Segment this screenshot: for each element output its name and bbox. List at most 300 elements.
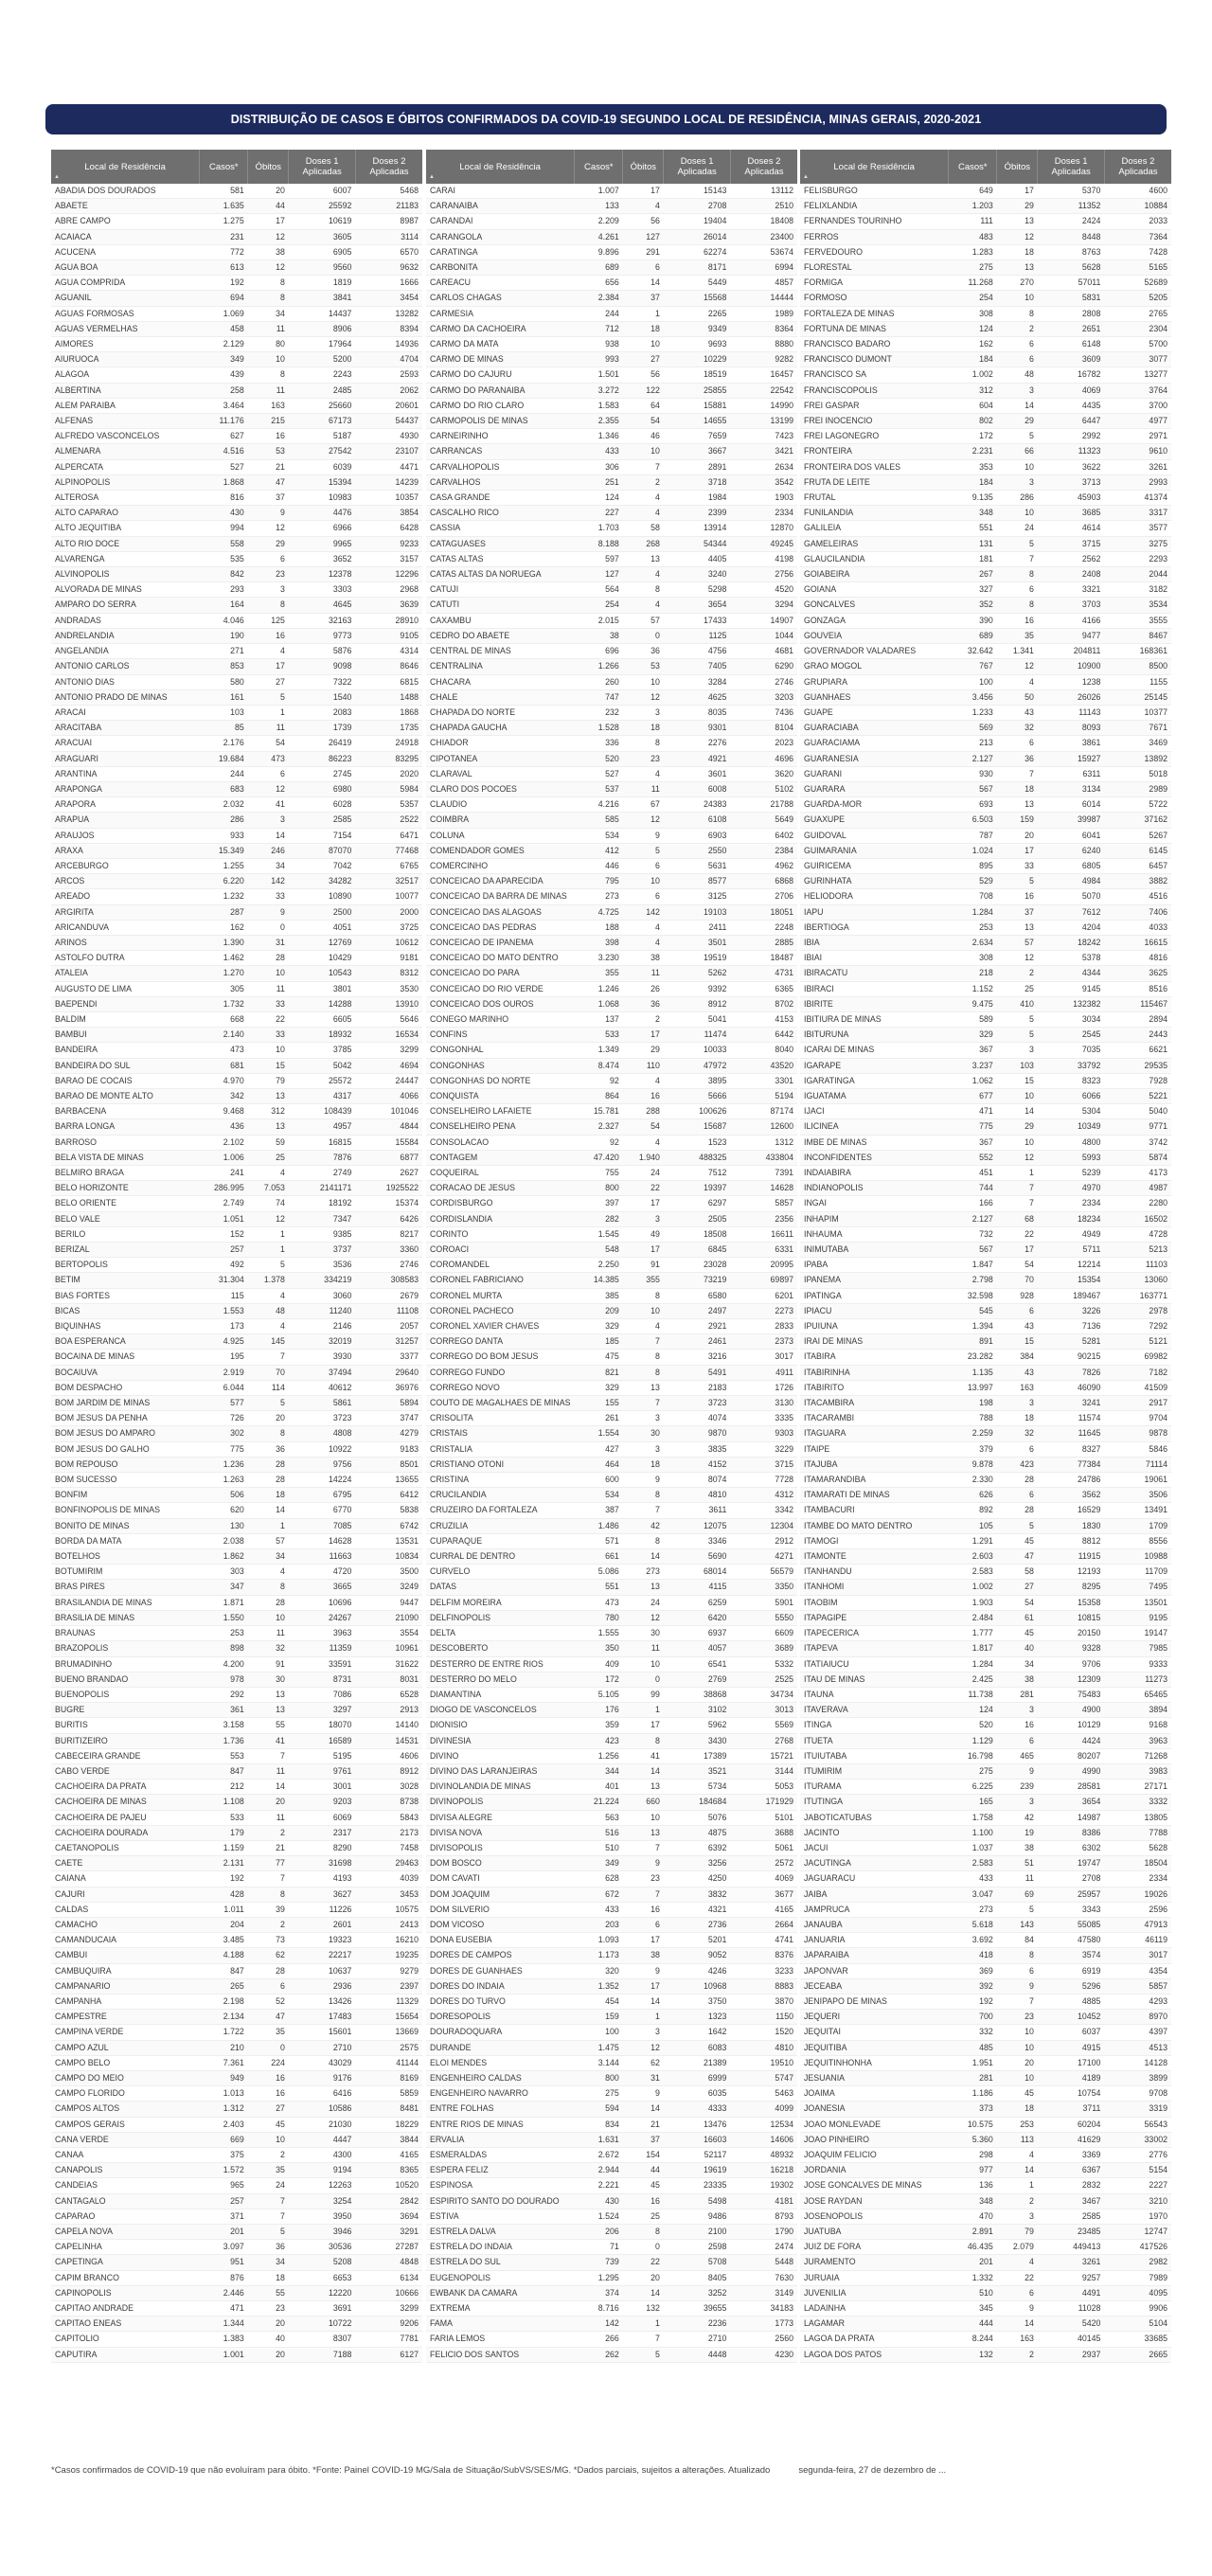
cell-doses1: 2265: [664, 306, 731, 321]
cell-doses2: 9233: [355, 536, 422, 551]
cell-doses1: 3713: [1038, 474, 1105, 490]
cell-local: BOM DESPACHO: [51, 1380, 200, 1395]
cell-doses2: 2413: [355, 1917, 422, 1932]
cell-doses1: 4317: [289, 1088, 356, 1103]
cell-doses2: 4704: [355, 352, 422, 367]
cell-doses1: 10722: [289, 2317, 356, 2332]
table-row: [800, 2055, 1171, 2070]
cell-casos: 696: [575, 644, 623, 659]
cell-doses1: 7347: [289, 1211, 356, 1226]
cell-doses2: 2173: [355, 1825, 422, 1840]
cell-obitos: 6: [248, 551, 289, 566]
cell-obitos: 11: [248, 1626, 289, 1641]
cell-obitos: 14: [623, 2285, 664, 2300]
cell-casos: 451: [949, 1166, 997, 1181]
cell-local: IJACI: [800, 1104, 949, 1119]
cell-obitos: 5: [248, 1258, 289, 1273]
cell-casos: 32.642: [949, 644, 997, 659]
cell-casos: 1.486: [575, 1518, 623, 1533]
cell-doses2: 2756: [730, 567, 797, 582]
table-row: [426, 214, 797, 229]
cell-obitos: 12: [248, 521, 289, 536]
cell-local: DIVINO: [426, 1748, 575, 1763]
cell-obitos: 13: [997, 260, 1038, 276]
cell-doses1: 3832: [664, 1887, 731, 1902]
cell-casos: 594: [575, 2102, 623, 2117]
cell-obitos: 3: [997, 1396, 1038, 1411]
table-row: [800, 1595, 1171, 1610]
cell-obitos: 53: [623, 659, 664, 674]
cell-doses1: 3963: [289, 1626, 356, 1641]
table-row: [51, 1595, 422, 1610]
cell-doses1: 10754: [1038, 2086, 1105, 2102]
header-doses1[interactable]: [664, 150, 731, 184]
cell-doses1: 132382: [1038, 996, 1105, 1011]
cell-casos: 938: [575, 337, 623, 352]
table-row: [51, 1211, 422, 1226]
cell-doses1: 19323: [289, 1933, 356, 1948]
cell-obitos: 127: [623, 229, 664, 244]
cell-obitos: 2: [248, 1917, 289, 1932]
cell-doses1: 5042: [289, 1058, 356, 1073]
cell-casos: 2.198: [200, 1994, 248, 2009]
cell-doses2: 4230: [730, 2347, 797, 2362]
cell-doses2: 2894: [1104, 1011, 1171, 1027]
table-row: [51, 1350, 422, 1365]
table-column-3: [800, 150, 1171, 2363]
cell-doses2: 3275: [1104, 536, 1171, 551]
sort-arrow-icon[interactable]: ▲: [803, 174, 809, 180]
cell-casos: 847: [200, 1763, 248, 1779]
cell-local: FRONTEIRA DOS VALES: [800, 459, 949, 474]
table-row: [426, 1503, 797, 1518]
cell-local: ARICANDUVA: [51, 920, 200, 935]
cell-casos: 253: [949, 920, 997, 935]
cell-local: CANTAGALO: [51, 2193, 200, 2209]
cell-doses2: 5040: [1104, 1104, 1171, 1119]
cell-obitos: 2: [997, 2347, 1038, 2362]
cell-obitos: 20: [248, 1795, 289, 1810]
cell-doses2: 5213: [1104, 1243, 1171, 1258]
cell-doses1: 1523: [664, 1135, 731, 1150]
cell-casos: 898: [200, 1641, 248, 1656]
cell-casos: 184: [949, 474, 997, 490]
cell-obitos: 1: [248, 1518, 289, 1533]
header-doses2[interactable]: [355, 150, 422, 184]
cell-obitos: 20: [248, 2347, 289, 2362]
cell-doses1: 3718: [664, 474, 731, 490]
cell-doses2: 1709: [1104, 1518, 1171, 1533]
cell-doses1: 15881: [664, 398, 731, 413]
table-row: [426, 1795, 797, 1810]
cell-doses1: 3654: [1038, 1795, 1105, 1810]
cell-local: ENTRE FOLHAS: [426, 2102, 575, 2117]
header-obitos-label: Óbitos: [1004, 161, 1031, 172]
cell-casos: 842: [200, 567, 248, 582]
table-row: [51, 291, 422, 306]
cell-casos: 253: [200, 1626, 248, 1641]
cell-doses2: 1312: [730, 1135, 797, 1150]
cell-doses2: 1773: [730, 2317, 797, 2332]
table-row: [426, 444, 797, 459]
cell-doses1: 10637: [289, 1963, 356, 1978]
cell-obitos: 33: [248, 996, 289, 1011]
cell-doses2: 3332: [1104, 1795, 1171, 1810]
cell-doses1: 5298: [664, 582, 731, 598]
cell-doses2: 4987: [1104, 1181, 1171, 1196]
cell-casos: 2.127: [949, 1211, 997, 1226]
cell-doses2: 71114: [1104, 1457, 1171, 1472]
cell-obitos: 4: [623, 491, 664, 506]
table-row: [426, 1119, 797, 1135]
cell-doses1: 2545: [1038, 1028, 1105, 1043]
table-row: [51, 2086, 422, 2102]
cell-casos: 115: [200, 1288, 248, 1303]
sort-arrow-icon[interactable]: ▲: [429, 174, 435, 180]
cell-doses1: 5076: [664, 1810, 731, 1825]
cell-casos: 1.062: [949, 1073, 997, 1088]
cell-local: BOM REPOUSO: [51, 1457, 200, 1472]
table-row: [51, 260, 422, 276]
cell-local: COMENDADOR GOMES: [426, 843, 575, 858]
cell-casos: 348: [949, 506, 997, 521]
cell-casos: 597: [575, 551, 623, 566]
cell-casos: 552: [949, 1150, 997, 1165]
cell-doses1: 38868: [664, 1687, 731, 1702]
cell-obitos: 42: [623, 1518, 664, 1533]
cell-obitos: 4: [623, 1319, 664, 1334]
cell-casos: 533: [200, 1810, 248, 1825]
cell-local: ITAJUBA: [800, 1457, 949, 1472]
cell-local: BOTELHOS: [51, 1549, 200, 1565]
header-doses2[interactable]: [1104, 150, 1171, 184]
cell-doses1: 6259: [664, 1595, 731, 1610]
cell-doses1: 6541: [664, 1656, 731, 1672]
cell-obitos: 143: [997, 1917, 1038, 1932]
cell-doses2: 9206: [355, 2317, 422, 2332]
table-row: [426, 2270, 797, 2285]
cell-casos: 385: [575, 1288, 623, 1303]
cell-doses1: 2562: [1038, 551, 1105, 566]
table-row: [800, 367, 1171, 383]
cell-doses1: 3256: [664, 1856, 731, 1871]
cell-doses1: 5296: [1038, 1978, 1105, 1994]
table-row: [51, 1119, 422, 1135]
covid-table: [800, 150, 1171, 2363]
header-doses2[interactable]: [730, 150, 797, 184]
cell-doses1: 4900: [1038, 1703, 1105, 1718]
header-casos[interactable]: [200, 150, 248, 184]
table-row: [800, 2040, 1171, 2055]
cell-doses1: 6041: [1038, 828, 1105, 843]
cell-casos: 739: [575, 2255, 623, 2270]
cell-doses2: 69982: [1104, 1350, 1171, 1365]
cell-local: ENGENHEIRO CALDAS: [426, 2070, 575, 2085]
table-row: [800, 2086, 1171, 2102]
cell-obitos: 5: [248, 1396, 289, 1411]
cell-doses1: 14655: [664, 414, 731, 429]
cell-doses2: 2665: [1104, 2347, 1171, 2362]
cell-local: ITANHANDU: [800, 1565, 949, 1580]
cell-doses1: 68014: [664, 1565, 731, 1580]
cell-doses1: 3841: [289, 291, 356, 306]
cell-doses2: 19235: [355, 1948, 422, 1963]
cell-doses2: 77468: [355, 843, 422, 858]
cell-casos: 257: [200, 2193, 248, 2209]
cell-doses2: 308583: [355, 1273, 422, 1288]
cell-obitos: 70: [997, 1273, 1038, 1288]
cell-obitos: 3: [623, 2025, 664, 2040]
cell-obitos: 4: [623, 506, 664, 521]
table-row: [426, 1488, 797, 1503]
cell-doses2: 6134: [355, 2270, 422, 2285]
table-row: [800, 1748, 1171, 1763]
cell-obitos: 41: [248, 1733, 289, 1748]
cell-local: BOCAINA DE MINAS: [51, 1350, 200, 1365]
cell-local: DIVISOPOLIS: [426, 1840, 575, 1855]
cell-doses1: 52117: [664, 2148, 731, 2163]
table-row: [51, 1441, 422, 1457]
cell-doses2: 10357: [355, 491, 422, 506]
table-row: [426, 1748, 797, 1763]
table-row: [800, 1028, 1171, 1043]
cell-casos: 891: [949, 1334, 997, 1350]
cell-doses2: 2033: [1104, 214, 1171, 229]
cell-doses2: 1726: [730, 1380, 797, 1395]
cell-doses1: 6653: [289, 2270, 356, 2285]
header-obitos-label: Óbitos: [255, 161, 282, 172]
cell-doses1: 3946: [289, 2225, 356, 2240]
header-doses1[interactable]: [1038, 150, 1105, 184]
header-doses1[interactable]: [289, 150, 356, 184]
table-row: [51, 1703, 422, 1718]
cell-doses2: 27287: [355, 2240, 422, 2255]
cell-obitos: 68: [997, 1211, 1038, 1226]
cell-local: CANAPOLIS: [51, 2163, 200, 2178]
header-casos[interactable]: [949, 150, 997, 184]
cell-casos: 345: [949, 2301, 997, 2317]
cell-local: FRUTA DE LEITE: [800, 474, 949, 490]
cell-obitos: 291: [623, 244, 664, 259]
cell-doses1: 8906: [289, 321, 356, 336]
cell-doses2: 9704: [1104, 1411, 1171, 1426]
cell-doses2: 4816: [1104, 951, 1171, 966]
cell-doses1: 9477: [1038, 628, 1105, 643]
cell-doses1: 2550: [664, 843, 731, 858]
cell-doses1: 47580: [1038, 1933, 1105, 1948]
cell-obitos: 9: [997, 1978, 1038, 1994]
cell-doses2: 4198: [730, 551, 797, 566]
table-row: [51, 1258, 422, 1273]
cell-doses2: 8970: [1104, 2010, 1171, 2025]
cell-obitos: 0: [623, 628, 664, 643]
cell-casos: 306: [575, 459, 623, 474]
cell-doses1: 3346: [664, 1533, 731, 1548]
cell-doses1: 5876: [289, 644, 356, 659]
cell-obitos: 5: [997, 1011, 1038, 1027]
cell-doses1: 57011: [1038, 276, 1105, 291]
cell-doses1: 5304: [1038, 1104, 1105, 1119]
cell-doses1: 9349: [664, 321, 731, 336]
cell-doses1: 2921: [664, 1319, 731, 1334]
cell-obitos: 29: [623, 1043, 664, 1058]
cell-doses1: 16603: [664, 2132, 731, 2147]
table-row: [426, 1350, 797, 1365]
cell-doses1: 19397: [664, 1181, 731, 1196]
cell-local: GUAPE: [800, 705, 949, 720]
cell-casos: 241: [200, 1166, 248, 1181]
cell-doses2: 8702: [730, 996, 797, 1011]
cell-obitos: 47: [997, 1549, 1038, 1565]
table-row: [800, 1288, 1171, 1303]
cell-local: CORONEL PACHECO: [426, 1303, 575, 1318]
table-row: [800, 1580, 1171, 1595]
table-row: [800, 889, 1171, 904]
cell-local: ARACAI: [51, 705, 200, 720]
header-obitos[interactable]: [623, 150, 664, 184]
header-local[interactable]: [51, 150, 200, 184]
cell-obitos: 20: [248, 2317, 289, 2332]
cell-doses1: 8171: [664, 260, 731, 276]
cell-doses1: 39655: [664, 2301, 731, 2317]
cell-local: CATUTI: [426, 598, 575, 613]
cell-local: ANDRELANDIA: [51, 628, 200, 643]
cell-casos: 628: [575, 1871, 623, 1887]
table-row: [800, 935, 1171, 950]
cell-local: ARANTINA: [51, 766, 200, 781]
cell-doses1: 2710: [664, 2332, 731, 2347]
cell-obitos: 2: [248, 2148, 289, 2163]
cell-obitos: 6: [997, 582, 1038, 598]
cell-obitos: 28: [248, 1473, 289, 1488]
cell-doses2: 5221: [1104, 1088, 1171, 1103]
cell-obitos: 31: [623, 2070, 664, 2085]
cell-doses1: 19404: [664, 214, 731, 229]
cell-casos: 3.485: [200, 1933, 248, 1948]
cell-local: CANA VERDE: [51, 2132, 200, 2147]
cell-local: IBIA: [800, 935, 949, 950]
cell-doses1: 3060: [289, 1288, 356, 1303]
header-casos[interactable]: [575, 150, 623, 184]
table-row: [800, 2347, 1171, 2362]
cell-casos: 1.501: [575, 367, 623, 383]
cell-obitos: 57: [623, 613, 664, 628]
cell-local: JUATUBA: [800, 2225, 949, 2240]
cell-casos: 100: [575, 2025, 623, 2040]
cell-doses2: 5121: [1104, 1334, 1171, 1350]
cell-local: BELO VALE: [51, 1211, 200, 1226]
header-obitos[interactable]: [248, 150, 289, 184]
cell-casos: 1.332: [949, 2270, 997, 2285]
table-row: [426, 1687, 797, 1702]
sort-arrow-icon[interactable]: ▲: [54, 174, 60, 180]
cell-doses1: 1125: [664, 628, 731, 643]
cell-doses1: 11645: [1038, 1426, 1105, 1441]
cell-doses1: 3861: [1038, 736, 1105, 751]
table-row: [800, 1380, 1171, 1395]
cell-casos: 4.046: [200, 613, 248, 628]
cell-doses2: 4848: [355, 2255, 422, 2270]
cell-doses1: 2598: [664, 2240, 731, 2255]
cell-obitos: 14: [997, 398, 1038, 413]
table-row: [51, 414, 422, 429]
cell-obitos: 270: [997, 276, 1038, 291]
cell-local: CAMPO BELO: [51, 2055, 200, 2070]
cell-doses1: 26014: [664, 229, 731, 244]
cell-local: ITABIRITO: [800, 1380, 949, 1395]
cell-doses2: 10377: [1104, 705, 1171, 720]
table-row: [51, 321, 422, 336]
cell-obitos: 8: [623, 1733, 664, 1748]
cell-casos: 19.684: [200, 751, 248, 766]
cell-casos: 600: [575, 1473, 623, 1488]
cell-doses1: 204811: [1038, 644, 1105, 659]
cell-doses1: 4204: [1038, 920, 1105, 935]
cell-doses2: 8031: [355, 1672, 422, 1687]
cell-obitos: 8: [248, 1580, 289, 1595]
table-row: [800, 1211, 1171, 1226]
cell-obitos: 41: [623, 1748, 664, 1763]
cell-local: CRISTALIA: [426, 1441, 575, 1457]
header-obitos[interactable]: [997, 150, 1038, 184]
header-local[interactable]: [426, 150, 575, 184]
cell-casos: 203: [575, 1917, 623, 1932]
cell-obitos: 52: [248, 1994, 289, 2009]
cell-doses2: 56543: [1104, 2117, 1171, 2132]
cell-doses1: 16589: [289, 1733, 356, 1748]
covid-table: [51, 150, 422, 2363]
cell-doses1: 3034: [1038, 1011, 1105, 1027]
cell-doses2: 7292: [1104, 1319, 1171, 1334]
cell-doses1: 6966: [289, 521, 356, 536]
cell-casos: 130: [200, 1518, 248, 1533]
cell-obitos: 9: [248, 506, 289, 521]
table-row: [426, 1211, 797, 1226]
cell-doses1: 16782: [1038, 367, 1105, 383]
cell-local: CORREGO DO BOM JESUS: [426, 1350, 575, 1365]
cell-local: CAMPINA VERDE: [51, 2025, 200, 2040]
cell-doses1: 7035: [1038, 1043, 1105, 1058]
table-row: [51, 1150, 422, 1165]
cell-local: ALVORADA DE MINAS: [51, 582, 200, 598]
cell-doses1: 4808: [289, 1426, 356, 1441]
cell-obitos: 8: [248, 276, 289, 291]
cell-obitos: 18: [623, 1457, 664, 1472]
header-local[interactable]: [800, 150, 949, 184]
cell-doses2: 2982: [1104, 2255, 1171, 2270]
table-row: [51, 1840, 422, 1855]
cell-casos: 124: [949, 321, 997, 336]
cell-doses1: 11226: [289, 1902, 356, 1917]
table-row: [426, 721, 797, 736]
cell-obitos: 69: [997, 1887, 1038, 1902]
cell-doses1: 4166: [1038, 613, 1105, 628]
cell-doses2: 14990: [730, 398, 797, 413]
table-row: [426, 1825, 797, 1840]
cell-doses2: 14936: [355, 337, 422, 352]
table-row: [426, 429, 797, 444]
table-row: [800, 813, 1171, 828]
cell-doses2: 5859: [355, 2086, 422, 2102]
cell-casos: 1.135: [949, 1365, 997, 1380]
cell-doses2: 7495: [1104, 1580, 1171, 1595]
cell-casos: 188: [575, 920, 623, 935]
cell-doses2: 8394: [355, 321, 422, 336]
cell-obitos: 2: [997, 2193, 1038, 2209]
cell-local: DONA EUSEBIA: [426, 1933, 575, 1948]
cell-obitos: 50: [997, 689, 1038, 705]
cell-doses2: 10834: [355, 1549, 422, 1565]
